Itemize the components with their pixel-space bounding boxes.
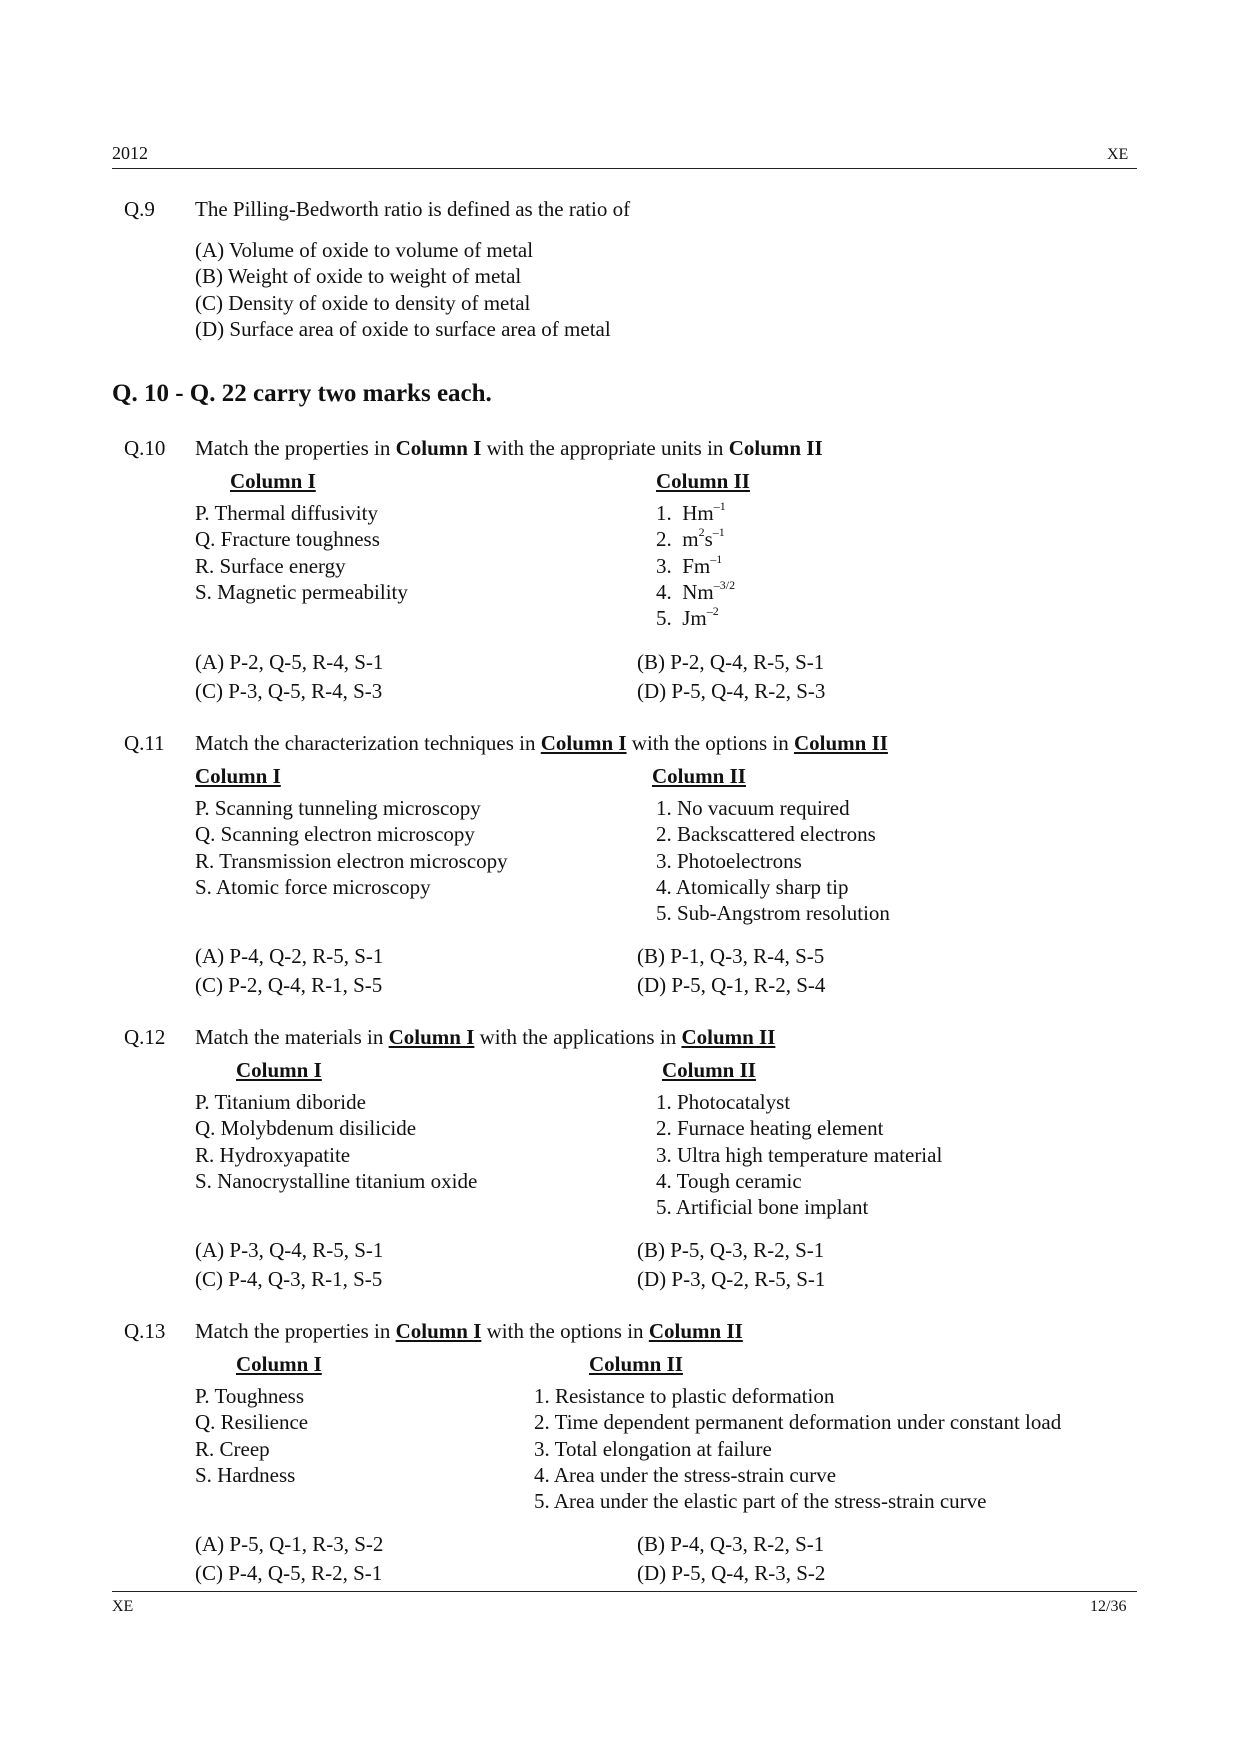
q12-stem-col1: Column I [388,1025,475,1049]
q11-col2-item: 2. Backscattered electrons [656,822,876,846]
q11-answer-c: (C) P-2, Q-4, R-1, S-5 [195,973,383,997]
q13-col2-item: 3. Total elongation at failure [534,1437,772,1461]
q12-col2-item: 1. Photocatalyst [656,1090,791,1114]
q13-col1-item: R. Creep [195,1437,270,1461]
q13-stem-1: Match the properties in [195,1319,396,1343]
q10-col1-item: Q. Fracture toughness [195,527,380,551]
footer-code: XE [112,1598,134,1615]
q11-stem-col1: Column I [540,731,627,755]
q10-stem-2: with the appropriate units in [481,436,729,460]
footer-rule [112,1591,1137,1592]
q12-stem-2: with the applications in [474,1025,682,1049]
q10-answer-d: (D) P-5, Q-4, R-2, S-3 [637,679,826,703]
q12-answer-b: (B) P-5, Q-3, R-2, S-1 [637,1238,825,1262]
q12-stem-1: Match the materials in [195,1025,389,1049]
q10-col1-header: Column I [230,469,316,493]
q12-col2-header: Column II [662,1058,756,1082]
q11-col1-item: S. Atomic force microscopy [195,875,431,899]
q10-col2-item: 1. $Hm^{-1}$ [656,499,726,525]
q10-answer-c: (C) P-3, Q-5, R-4, S-3 [195,679,383,703]
q13-col2-item: 4. Area under the stress-strain curve [534,1463,837,1487]
q13-col2-item: 5. Area under the elastic part of the stress-strain curve [534,1489,987,1513]
q12-answer-d: (D) P-3, Q-2, R-5, S-1 [637,1267,826,1291]
q12-col1-header: Column I [236,1058,322,1082]
q11-number: Q.11 [124,731,165,755]
q10-stem-col2: Column II [728,436,823,460]
q11-col1-item: P. Scanning tunneling microscopy [195,796,481,820]
q10-stem-1: Match the properties in [195,436,396,460]
section-heading: Q. 10 - Q. 22 carry two marks each. [112,380,492,407]
q13-answer-c: (C) P-4, Q-5, R-2, S-1 [195,1561,383,1585]
q12-number: Q.12 [124,1025,166,1049]
q13-number: Q.13 [124,1319,166,1343]
q11-col2-item: 3. Photoelectrons [656,849,802,873]
q11-col1-header: Column I [195,764,281,788]
q12-question [195,1025,775,1050]
q12-col2-item: 2. Furnace heating element [656,1116,884,1140]
q10-col2-item: 5. $Jm^{-2}$ [656,604,719,630]
q10-col2-item: 3. $Fm^{-1}$ [656,552,723,578]
q12-answer-a: (A) P-3, Q-4, R-5, S-1 [195,1238,384,1262]
footer-page-number: 12/36 [1090,1598,1127,1615]
q11-col2-item: 5. Sub-Angstrom resolution [656,901,890,925]
q13-col1-header: Column I [236,1352,322,1376]
q13-answer-a: (A) P-5, Q-1, R-3, S-2 [195,1532,384,1556]
q10-number: Q.10 [124,436,166,460]
q11-question [195,731,888,756]
q10-col2-item: 2. $m^2s^{-1}$ [656,525,725,551]
q13-col2-item: 2. Time dependent permanent deformation under constant load [534,1410,1062,1434]
header-code: XE [1107,146,1129,163]
q13-question [195,1319,743,1344]
q13-answer-d: (D) P-5, Q-4, R-3, S-2 [637,1561,826,1585]
q9-number: Q.9 [124,197,155,221]
q12-col2-item: 3. Ultra high temperature material [656,1143,943,1167]
q11-stem-col2: Column II [793,731,888,755]
q13-col2-header: Column II [589,1352,683,1376]
q12-col2-item: 4. Tough ceramic [656,1169,802,1193]
q10-col2-header: Column II [656,469,750,493]
header-year: 2012 [112,143,148,163]
q11-col2-item: 1. No vacuum required [656,796,850,820]
q11-answer-b: (B) P-1, Q-3, R-4, S-5 [637,944,825,968]
q12-answer-c: (C) P-4, Q-3, R-1, S-5 [195,1267,383,1291]
q12-col1-item: R. Hydroxyapatite [195,1143,351,1167]
q10-stem-col1: Column I [395,436,482,460]
q13-answer-b: (B) P-4, Q-3, R-2, S-1 [637,1532,825,1556]
q12-stem-col2: Column II [681,1025,776,1049]
q11-col2-item: 4. Atomically sharp tip [656,875,849,899]
q12-col1-item: P. Titanium diboride [195,1090,366,1114]
q10-col1-item: P. Thermal diffusivity [195,501,378,525]
q9-option-d: (D) Surface area of oxide to surface area of metal [195,317,611,341]
q9-option-c: (C) Density of oxide to density of metal [195,291,531,315]
q11-col1-item: Q. Scanning electron microscopy [195,822,475,846]
q11-answer-d: (D) P-5, Q-1, R-2, S-4 [637,973,826,997]
q13-stem-col2: Column II [648,1319,743,1343]
q11-stem-1: Match the characterization techniques in [195,731,541,755]
q10-answer-b: (B) P-2, Q-4, R-5, S-1 [637,650,825,674]
q13-stem-col1: Column I [395,1319,482,1343]
q13-col1-item: P. Toughness [195,1384,304,1408]
q9-option-a: (A) Volume of oxide to volume of metal [195,238,534,262]
q13-col2-item: 1. Resistance to plastic deformation [534,1384,835,1408]
q10-col2-item: 4. $Nm^{-3/2}$ [656,578,736,604]
q9-question: The Pilling-Bedworth ratio is defined as the ratio of [195,197,631,221]
q13-stem-2: with the options in [481,1319,649,1343]
q10-answer-a: (A) P-2, Q-5, R-4, S-1 [195,650,384,674]
q11-stem-2: with the options in [626,731,794,755]
q11-col2-header: Column II [652,764,746,788]
q10-col1-item: S. Magnetic permeability [195,580,408,604]
q9-option-b: (B) Weight of oxide to weight of metal [195,264,522,288]
q11-answer-a: (A) P-4, Q-2, R-5, S-1 [195,944,384,968]
header-rule [112,168,1137,169]
q12-col1-item: Q. Molybdenum disilicide [195,1116,417,1140]
q10-question [195,436,823,461]
q11-col1-item: R. Transmission electron microscopy [195,849,508,873]
q13-col1-item: Q. Resilience [195,1410,309,1434]
q12-col2-item: 5. Artificial bone implant [656,1195,869,1219]
q13-col1-item: S. Hardness [195,1463,296,1487]
q10-col1-item: R. Surface energy [195,554,346,578]
q12-col1-item: S. Nanocrystalline titanium oxide [195,1169,478,1193]
